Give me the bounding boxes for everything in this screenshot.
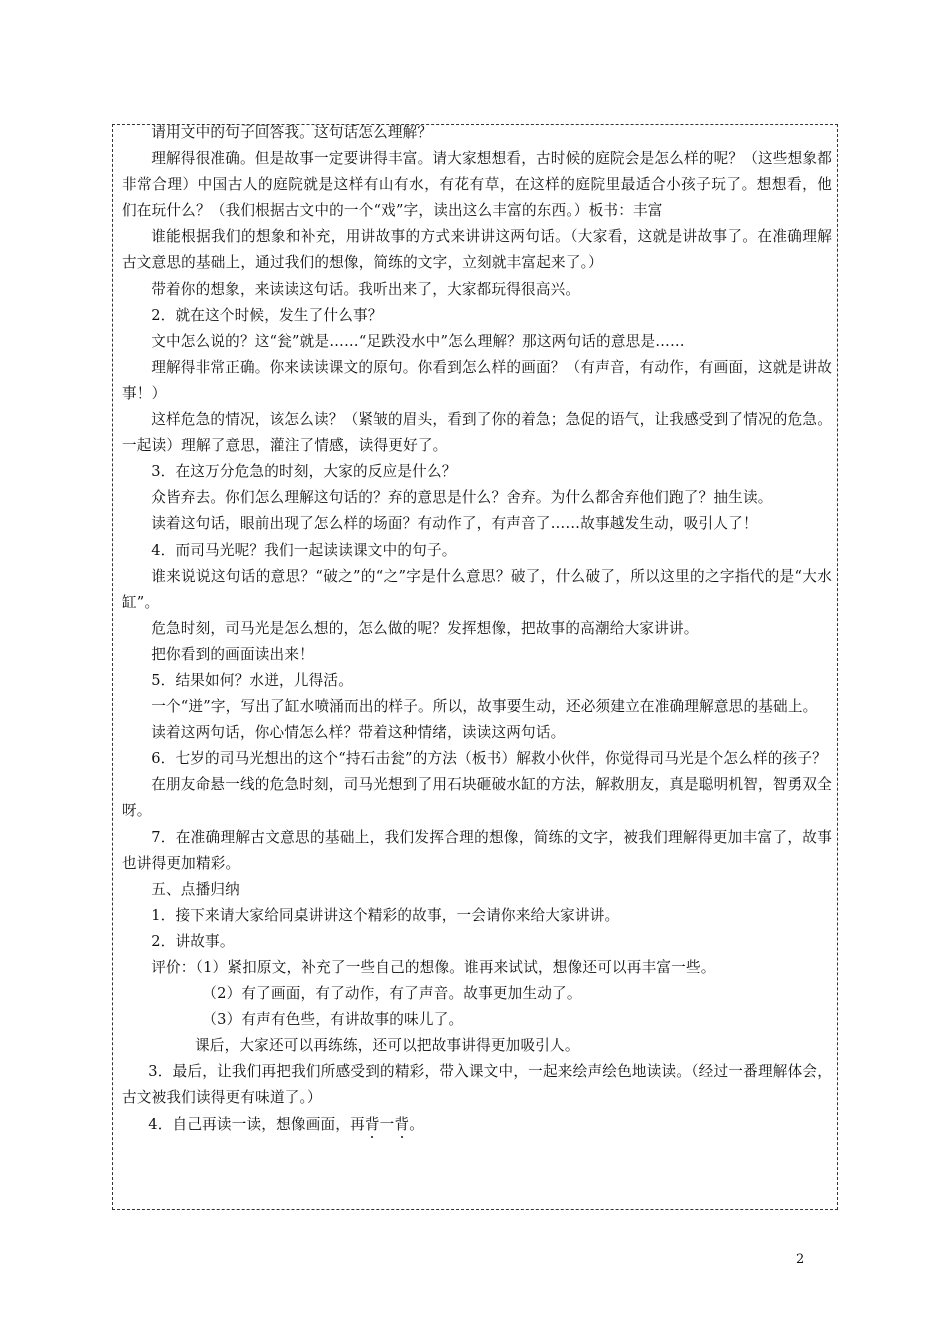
paragraph: 4．而司马光呢？我们一起读读课文中的句子。: [151, 541, 457, 559]
paragraph: 理解得非常正确。你来读读课文的原句。你看到怎么样的画面？（有声音，有动作，有画面，这就是讲故事！）: [122, 358, 832, 402]
document-body: [122, 120, 832, 1138]
paragraph: 谁来说说这句话的意思？“破之”的“之”字是什么意思？破了，什么破了，所以这里的之字指代的是“大水缸”。: [122, 567, 832, 611]
paragraph: 请用文中的句子回答我。这句话怎么理解？: [151, 124, 433, 141]
emphasis-dotted-char: 背: [364, 1115, 380, 1133]
text-run: 一: [379, 1115, 395, 1133]
paragraph: 在朋友命悬一线的危急时刻，司马光想到了用石块砸破水缸的方法，解救朋友，真是聪明机智，智勇双全呀。: [122, 776, 832, 820]
text-run: 。: [409, 1115, 425, 1133]
paragraph: 带着你的想象，来读读这句话。我听出来了，大家都玩得很高兴。: [151, 280, 581, 298]
paragraph: 危急时刻，司马光是怎么想的，怎么做的呢？发挥想像，把故事的高潮给大家讲讲。: [151, 619, 699, 637]
paragraph-last: [122, 1112, 832, 1138]
paragraph: 谁能根据我们的想象和补充，用讲故事的方式来讲讲这两句话。（大家看，这就是讲故事了。在准确理解古文意思的基础上，通过我们的想像，简练的文字，立刻就丰富起来了。）: [122, 228, 832, 272]
paragraph: 3．在这万分危急的时刻，大家的反应是什么？: [151, 463, 457, 481]
text-run: 4．自己再读一读，想像画面，再: [148, 1115, 365, 1133]
paragraph: 3．最后，让我们再把我们所感受到的精彩，带入课文中，一起来绘声绘色地读读。（经过一番理解体会，古文被我们读得更有味道了。）: [122, 1063, 832, 1107]
paragraph: 7．在准确理解古文意思的基础上，我们发挥合理的想像，简练的文字，被我们理解得更加丰富了，故事也讲得更加精彩。: [122, 828, 832, 872]
paragraph: 读着这句话，眼前出现了怎么样的场面？有动作了，有声音了……故事越发生动，吸引人了！: [151, 515, 758, 533]
paragraph: 这样危急的情况，该怎么读？（紧皱的眉头，看到了你的着急；急促的语气，让我感受到了情况的危急。一起读）理解了意思，灌注了情感，读得更好了。: [122, 411, 832, 455]
page-number: 2: [796, 1252, 805, 1267]
paragraph: 6．七岁的司马光想出的这个“持石击瓮”的方法（板书）解救小伙伴，你觉得司马光是个怎么样的孩子？: [151, 750, 827, 768]
evaluation-item: 评价：（1）紧扣原文，补充了一些自己的想像。谁再来试试，想像还可以再丰富一些。: [151, 959, 716, 976]
paragraph: 众皆弃去。你们怎么理解这句话的？弃的意思是什么？舍弃。为什么都舍弃他们跑了？抽生读。: [151, 489, 773, 507]
paragraph: 把你看到的画面读出来！: [151, 645, 314, 663]
emphasis-dotted-char: 背: [394, 1115, 410, 1133]
paragraph: 2．就在这个时候，发生了什么事？: [151, 306, 383, 324]
paragraph: 理解得很准确。但是故事一定要讲得丰富。请大家想想看，古时候的庭院会是怎么样的呢？（这些想象都非常合理）中国古人的庭院就是这样有山有水，有花有草，在这样的庭院里最适合小孩子玩了。想想看，他们在玩什么？（我们根据古文中的一个“戏”字，读出这么丰富的东西。）板书：丰富: [122, 150, 832, 220]
paragraph: 2．讲故事。: [151, 932, 235, 950]
evaluation-item: （3）有声有色些，有讲故事的味儿了。: [202, 1011, 464, 1029]
paragraph: 读着这两句话，你心情怎么样？带着这种情绪，读读这两句话。: [151, 724, 566, 742]
paragraph: 1．接下来请大家给同桌讲讲这个精彩的故事，一会请你来给大家讲讲。: [151, 906, 620, 924]
paragraph: 文中怎么说的？这“瓮”就是……“足跌没水中”怎么理解？那这两句话的意思是……: [151, 332, 685, 350]
section-heading: 五、点播归纳: [151, 880, 240, 898]
paragraph: 一个“迸”字，写出了缸水喷涌而出的样子。所以，故事要生动，还必须建立在准确理解意思的基础上。: [151, 698, 818, 716]
paragraph: 5．结果如何？水迸，儿得活。: [151, 671, 353, 689]
paragraph: 课后，大家还可以再练练，还可以把故事讲得更加吸引人。: [195, 1037, 580, 1055]
evaluation-item: （2）有了画面，有了动作，有了声音。故事更加生动了。: [202, 985, 582, 1003]
